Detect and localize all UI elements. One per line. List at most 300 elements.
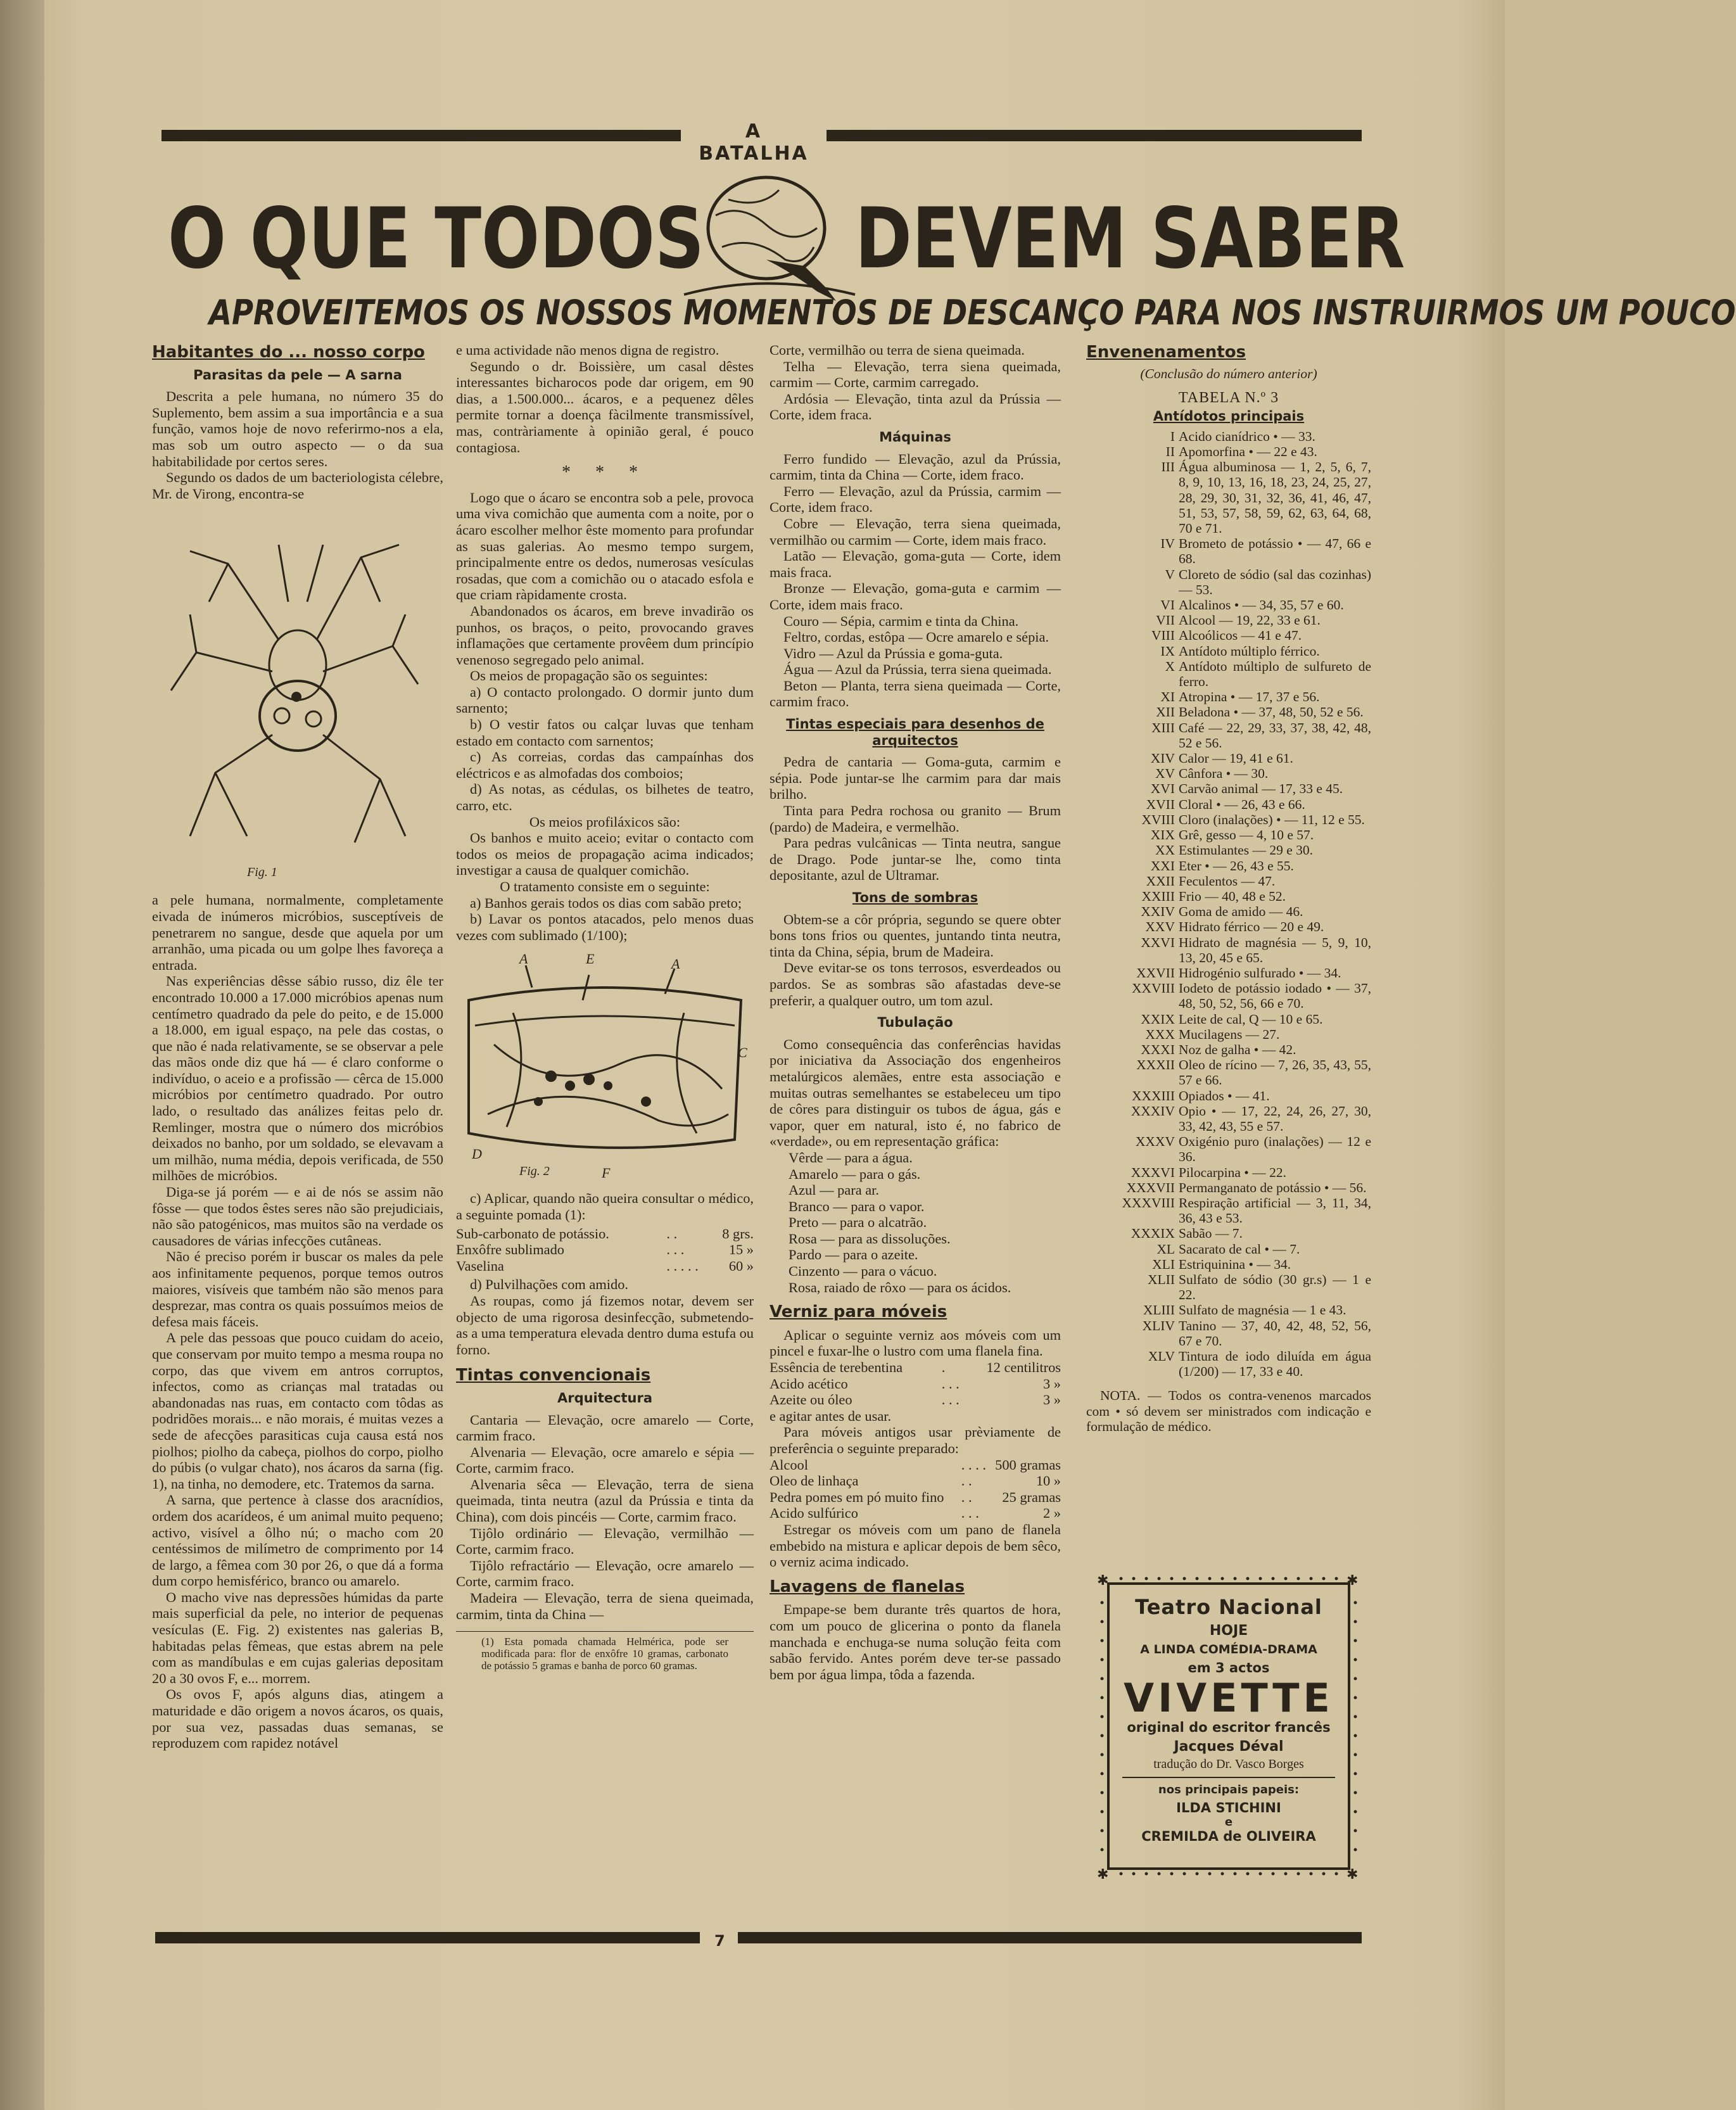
antidote-row — [1086, 1257, 1371, 1272]
antidote-text: Sabão — 7. — [1179, 1226, 1243, 1242]
pipe-color-item: Pardo — para o azeite. — [789, 1247, 918, 1263]
antidote-row — [1086, 889, 1371, 904]
mite-drawing-icon — [152, 507, 443, 887]
col1-paragraph: Os ovos F, após alguns dias, atingem a maturidade e dão origem a novos ácaros, os quais, por sua vez, passadas duas semanas, se reproduzem com rapidez notável — [152, 1686, 443, 1751]
antidote-row — [1086, 1012, 1371, 1027]
antidote-numeral: VI — [1160, 597, 1175, 613]
antidote-text: Opio • — 17, 22, 24, 26, 27, 30, 33, 42, 43, 55 e 57. — [1179, 1103, 1371, 1134]
recipe-row — [456, 1242, 754, 1258]
recipe-qty: 3 » — [1043, 1392, 1061, 1408]
antidote-row — [1086, 1226, 1371, 1241]
antidote-numeral: XXXVIII — [1122, 1195, 1175, 1211]
antidote-text: Antídoto múltiplo de sulfureto de ferro. — [1179, 658, 1371, 690]
theatre-and: e — [1224, 1815, 1233, 1829]
antidote-row — [1086, 1088, 1371, 1103]
col3-paragraph: Corte, vermilhão ou terra de siena queimada. — [770, 342, 1025, 358]
recipe-dots: . . — [961, 1489, 972, 1505]
special-ink-entry: Pedra de cantaria — Goma-guta, carmim e sépia. Pode juntar-se lhe carmim para dar mais brilho. — [770, 754, 1061, 803]
antidote-numeral: VIII — [1151, 628, 1175, 644]
antidote-numeral: XVIII — [1141, 811, 1175, 827]
antidote-row — [1086, 1318, 1371, 1349]
antidote-text: Cloral • — 26, 43 e 66. — [1179, 796, 1305, 812]
headline-right: DEVEM SABER — [855, 190, 1405, 288]
recipe-row — [456, 1226, 754, 1242]
col3-paragraph: Para móveis antigos usar prèviamente de preferência o seguinte preparado: — [770, 1424, 1061, 1456]
col3-paragraph: Obtem-se a côr própria, segundo se quere obter bons tons frios ou quentes, juntando tinta neutra, tinta da China, sépia, brum de Madeira. — [770, 911, 1061, 960]
antidote-row — [1086, 459, 1371, 536]
col1-paragraph: A pele das pessoas que pouco cuidam do aceio, que conservam por muito tempo a mesma roupa no corpo, das que vivem em antros corruptos, infectos, como as crianças mal tratadas ou abandonadas nas ruas, em contacto com tôdas as podridões morais... e não morais, é muitas vezes a sede de afecções parasiticas cuja causa está nos piolhos; piolho da cabeça, piolhos do corpo, piolho do púbis (o vulgar chato), nos ácaros da sarna (fig. 1), na tinha, no demodere, etc. Tratemos da sarna. — [152, 1330, 443, 1492]
antidote-text: Atropina • — 17, 37 e 56. — [1179, 689, 1320, 705]
theatre-today: HOJE — [1209, 1623, 1248, 1639]
antidote-text: Cânfora • — 30. — [1179, 766, 1269, 782]
antidote-row — [1086, 720, 1371, 751]
antidote-text: Grê, gesso — 4, 10 e 57. — [1179, 827, 1314, 843]
antidote-text: Cloro (inalações) • — 11, 12 e 55. — [1179, 811, 1365, 827]
recipe-dots: . — [941, 1359, 946, 1376]
propagation-item: b) O vestir fatos ou calçar luvas que tenham estado em contacto com sarnentos; — [456, 716, 754, 749]
antidote-text: Feculentos — 47. — [1179, 873, 1276, 889]
antidote-row — [1086, 1302, 1371, 1318]
col1-paragraph: a pele humana, normalmente, completamente eivada de inúmeros micróbios, susceptíveis de penetrarem no sangue, desde que aquela por um arranhão, uma picada ou um golpe lhes favoreça a entrada. — [152, 892, 443, 973]
subheadline: APROVEITEMOS OS NOSSOS MOMENTOS DE DESCANÇO PARA NOS INSTRUIRMOS UM POUCO — [209, 293, 1736, 333]
col3-paragraph: e agitar antes de usar. — [770, 1408, 892, 1424]
antidote-text: Hidrato de magnésia — 5, 9, 10, 13, 20, 45 e 65. — [1179, 934, 1371, 965]
antidote-numeral: XXXII — [1136, 1057, 1175, 1073]
antidote-text: Oxigénio puro (inalações) — 12 e 36. — [1179, 1134, 1371, 1165]
antidote-row — [1086, 827, 1371, 842]
antidote-text: Sulfato de sódio (30 gr.s) — 1 e 22. — [1179, 1271, 1371, 1303]
antidote-numeral: XLII — [1148, 1271, 1175, 1287]
recipe-dots: . . . — [961, 1505, 979, 1522]
section-title-lavagens: Lavagens de flanelas — [770, 1577, 965, 1596]
antidote-text: Iodeto de potássio iodado • — 37, 48, 50, 52, 56, 66 e 70. — [1179, 981, 1371, 1012]
recipe-row — [770, 1376, 1061, 1392]
svg-text:✱: ✱ — [1097, 1867, 1109, 1883]
antidote-numeral: XXV — [1145, 919, 1175, 935]
svg-text:A: A — [671, 956, 680, 972]
antidote-row — [1086, 567, 1371, 597]
antidote-row — [1086, 1027, 1371, 1042]
col3-paragraph: Aplicar o seguinte verniz aos móveis com um pincel e fuxar-lhe o lustro com uma flanela fina. — [770, 1326, 1061, 1359]
antidote-row — [1086, 644, 1371, 659]
pipe-color-item: Rosa — para as dissoluções. — [789, 1230, 951, 1247]
theatre-play-title: VIVETTE — [1124, 1675, 1334, 1721]
machine-entry: Água — Azul da Prússia, terra siena queimada. — [783, 661, 1052, 678]
antidote-row — [1086, 751, 1371, 766]
antidote-row — [1086, 1057, 1371, 1088]
antidote-row — [1086, 1103, 1371, 1134]
paint-entry: Tijôlo refractário — Elevação, ocre amarelo — Corte, carmim fraco. — [456, 1557, 754, 1590]
recipe-row — [770, 1457, 1061, 1473]
atlas-globe-illustration — [671, 165, 861, 310]
antidote-numeral: XLIII — [1143, 1302, 1175, 1318]
antidote-numeral: XIII — [1151, 720, 1175, 735]
antidote-text: Carvão animal — 17, 33 e 45. — [1179, 781, 1343, 797]
antidote-numeral: XV — [1155, 766, 1175, 782]
antidote-numeral: XXXIV — [1131, 1103, 1175, 1119]
figure-1-caption: Fig. 1 — [247, 865, 277, 880]
treatment-item: b) Lavar os pontos atacados, pelo menos duas vezes com sublimado (1/100); — [456, 911, 754, 943]
antidote-numeral: XXI — [1150, 858, 1175, 874]
svg-text:D: D — [472, 1146, 482, 1162]
col2-paragraph: Logo que o ácaro se encontra sob a pele, provoca uma viva comichão que aumenta com a noite, por o ácaro escolher melhor êste momento para profundar as suas galerias. Ao mesmo tempo surgem, principalmente entre os dedos, numerosas vesículas rosadas, que com a comichão ou o atacado esfola e que criam ràpidamente crosta. — [456, 489, 754, 603]
subtitle-tintas-especiais: Tintas especiais para desenhos de arquitectos — [786, 716, 1044, 748]
pipe-color-item: Rosa, raiado de rôxo — para os ácidos. — [789, 1279, 1011, 1295]
col1-paragraph: O macho vive nas depressões húmidas da parte mais superficial da pele, no interior de pequenas vesículas (E. Fig. 2) existentes nas galerias B, habitadas pelas fêmeas, que estas abrem na pele com as mandíbulas e em cujas galerias depositam 20 a 30 ovos F, e... morrem. — [152, 1589, 443, 1686]
figure-2-caption: Fig. 2 — [519, 1164, 550, 1179]
antidote-text: Tanino — 37, 40, 42, 48, 52, 56, 67 e 70. — [1179, 1318, 1371, 1349]
pipe-color-item: Cinzento — para o vácuo. — [789, 1263, 937, 1280]
page-gutter — [0, 0, 44, 2110]
col1-paragraph: A sarna, que pertence à classe dos aracnídios, ordem dos acarídeos, é um animal muito pequeno; activo, visível a ôlho nú; o macho com 20 centéssimos de milímetro de comprimento por 14 de largo, a fêmea com 30 por 26, o que dá a forma dum corpo hemisférico, branco ou amarelo. — [152, 1492, 443, 1589]
theatre-divider — [1122, 1777, 1335, 1778]
recipe-qty: 3 » — [1043, 1375, 1061, 1392]
theatre-actor-2: CREMILDA de OLIVEIRA — [1141, 1829, 1316, 1844]
antidote-numeral: XII — [1156, 704, 1175, 720]
recipe-dots: . . — [961, 1473, 972, 1489]
paint-entry: Ardósia — Elevação, tinta azul da Prússia — Corte, idem fraca. — [770, 390, 1061, 423]
recipe-qty: 500 gramas — [995, 1456, 1061, 1473]
recipe-name: Acido acético — [770, 1375, 848, 1392]
special-ink-entry: Para pedras vulcânicas — Tinta neutra, sangue de Drago. Pode juntar-se lhe, como tinta depositante, azul de Ultramar. — [770, 835, 1061, 884]
svg-text:✱: ✱ — [1346, 1573, 1359, 1589]
antidote-row — [1086, 766, 1371, 781]
recipe-row — [770, 1392, 1061, 1408]
machine-entry: Beton — Planta, terra siena queimada — Corte, carmim fraco. — [770, 677, 1061, 710]
machine-entry: Vidro — Azul da Prússia e goma-guta. — [783, 645, 1003, 661]
antidote-row — [1086, 874, 1371, 889]
recipe-name: Enxôfre sublimado — [456, 1242, 565, 1258]
antidote-numeral: XXXVI — [1131, 1164, 1175, 1180]
antidote-row — [1086, 981, 1371, 1011]
antidote-numeral: III — [1161, 459, 1175, 475]
paint-entry: Tijôlo ordinário — Elevação, vermilhão — Corte, carmim fraco. — [456, 1525, 754, 1558]
paint-entry: Cantaria — Elevação, ocre amarelo — Corte, carmim fraco. — [456, 1411, 754, 1444]
antidote-row — [1086, 965, 1371, 981]
col1-paragraph: Segundo os dados de um bacteriologista célebre, Mr. de Virong, encontra-se — [152, 469, 443, 502]
antidote-row — [1086, 597, 1371, 613]
theatre-author: Jacques Déval — [1174, 1739, 1284, 1755]
antidote-row — [1086, 904, 1371, 919]
recipe-name: Alcool — [770, 1456, 808, 1473]
antidote-text: Tintura de iodo diluída em água (1/200) — 17, 33 e 40. — [1179, 1349, 1371, 1380]
col1-paragraph: Descrita a pele humana, no número 35 do Suplemento, bem assim a sua importância e a sua função, vamos hoje de novo referirmo-nos a ela, mas sob um outro aspecto — o da sua habitabilidade por certos seres. — [152, 388, 443, 469]
recipe-dots: . . . . . — [666, 1257, 699, 1274]
antidote-text: Alcool — 19, 22, 33 e 61. — [1179, 613, 1321, 628]
antidote-row — [1086, 781, 1371, 796]
antidote-row — [1086, 919, 1371, 934]
antidote-numeral: XXIII — [1141, 888, 1175, 904]
recipe-name: Acido sulfúrico — [770, 1505, 858, 1522]
antidote-numeral: XXVI — [1141, 934, 1175, 950]
pipe-color-item: Preto — para o alcatrão. — [789, 1214, 927, 1231]
page-number: 7 — [714, 1932, 725, 1950]
antidote-numeral: II — [1165, 444, 1175, 460]
section-title-tintas: Tintas convencionais — [456, 1366, 651, 1385]
antidote-numeral: XXXV — [1135, 1134, 1175, 1150]
antidote-row — [1086, 536, 1371, 566]
masthead-rule-left — [162, 130, 681, 141]
recipe-qty: 8 grs. — [722, 1225, 754, 1242]
antidote-text: Antídoto múltiplo férrico. — [1179, 643, 1320, 659]
skin-galleries-drawing-icon — [456, 950, 754, 1184]
antidote-numeral: XL — [1156, 1241, 1175, 1257]
recipe-row — [770, 1473, 1061, 1489]
column-2 — [456, 342, 754, 1672]
section-title-verniz: Verniz para móveis — [770, 1302, 947, 1322]
recipe-qty: 2 » — [1043, 1505, 1061, 1522]
footer-rule-right — [738, 1932, 1362, 1943]
column-1 — [152, 342, 443, 1751]
antidote-numeral: I — [1170, 428, 1175, 444]
svg-text:✱: ✱ — [1097, 1573, 1109, 1589]
subtitle-tons: Tons de sombras — [852, 890, 979, 905]
section-title-envenenamentos: Envenenamentos — [1086, 343, 1246, 362]
machine-entry: Ferro fundido — Elevação, azul da Prússia, carmim, tinta da China — Corte, idem fraco. — [770, 450, 1061, 483]
antidote-text: Estimulantes — 29 e 30. — [1179, 842, 1313, 858]
recipe-dots: . . . — [941, 1375, 960, 1392]
antidote-row — [1086, 613, 1371, 628]
ointment-recipe-table — [456, 1226, 754, 1274]
antidote-text: Cloreto de sódio (sal das cozinhas) — 53. — [1179, 566, 1371, 597]
col2-paragraph: Abandonados os ácaros, em breve invadirão os punhos, os braços, o peito, provocando graves inflamações que certamente provêem dum princípio venenoso segregado pelo animal. — [456, 602, 754, 668]
recipe-qty: 12 centilitros — [986, 1359, 1061, 1376]
antidote-numeral: XXXIX — [1131, 1226, 1175, 1242]
pipe-color-item: Azul — para ar. — [789, 1182, 879, 1198]
antidote-row — [1086, 704, 1371, 720]
antidote-text: Opiados • — 41. — [1179, 1088, 1270, 1103]
col2-paragraph: e uma actividade não menos digna de registro. — [456, 342, 719, 358]
antidote-row — [1086, 1349, 1371, 1379]
antidote-text: Noz de galha • — 42. — [1179, 1041, 1296, 1057]
table-title: TABELA N.º 3 — [1178, 390, 1279, 407]
subtitle-parasitas: Parasitas da pele — A sarna — [193, 367, 402, 383]
antidote-row — [1086, 628, 1371, 643]
paint-entry: Alvenaria sêca — Elevação, terra de siena queimada, tinta neutra (azul da Prússia e tinta da China), com dois pincéis — Corte, carmim fraco. — [456, 1476, 754, 1525]
paint-entry: Alvenaria — Elevação, ocre amarelo e sépia — Corte, carmim fraco. — [456, 1444, 754, 1477]
propagation-item: a) O contacto prolongado. O dormir junto dum sarnento; — [456, 683, 754, 716]
treatment-item: c) Aplicar, quando não queira consultar o médico, a seguinte pomada (1): — [456, 1190, 754, 1223]
recipe-dots: . . . — [941, 1392, 960, 1408]
antidote-numeral: XI — [1160, 689, 1175, 705]
recipe-qty: 15 » — [728, 1242, 754, 1258]
subtitle-arquitectura: Arquitectura — [557, 1390, 653, 1406]
pipe-color-item: Amarelo — para o gás. — [789, 1166, 921, 1182]
antidote-numeral: XXVII — [1136, 965, 1175, 981]
antidote-row — [1086, 429, 1371, 444]
special-ink-entry: Tinta para Pedra rochosa ou granito — Brum (pardo) de Madeira, e vermelhão. — [770, 803, 1061, 835]
varnish-recipe-table — [770, 1359, 1061, 1408]
theatre-origin: original do escritor francês — [1127, 1720, 1331, 1735]
pipe-color-item: Branco — para o vapor. — [789, 1198, 925, 1214]
antidote-numeral: XXXVII — [1126, 1179, 1175, 1195]
antidote-text: Apomorfina • — 22 e 43. — [1179, 444, 1317, 460]
antidote-numeral: XVII — [1146, 796, 1175, 812]
antidote-numeral: XXIV — [1141, 904, 1175, 920]
subtitle-maquinas: Máquinas — [879, 429, 951, 445]
antidote-text: Alcalinos • — 34, 35, 57 e 60. — [1179, 597, 1344, 613]
subtitle-antidotos: Antídotos principais — [1153, 408, 1305, 424]
propagation-item: d) As notas, as cédulas, os bilhetes de teatro, carro, etc. — [456, 781, 754, 814]
headline-left: O QUE TODOS — [168, 190, 704, 288]
col2-paragraph: Os meios de propagação são os seguintes: — [470, 668, 708, 684]
antidote-row — [1086, 935, 1371, 965]
recipe-row — [770, 1489, 1061, 1506]
antidote-text: Leite de cal, Q — 10 e 65. — [1179, 1011, 1323, 1027]
antidote-numeral: XXVIII — [1131, 981, 1175, 996]
section-stars: * * * — [562, 462, 648, 483]
antidote-text: Sacarato de cal • — 7. — [1179, 1241, 1300, 1257]
antidote-text: Hidrogénio sulfurado • — 34. — [1179, 965, 1341, 981]
antidote-numeral: XXXIII — [1131, 1088, 1175, 1103]
recipe-dots: . . . — [666, 1242, 685, 1258]
subtitle-tubulacao: Tubulação — [877, 1015, 953, 1031]
col2-paragraph: O tratamento consiste em o seguinte: — [500, 879, 710, 894]
antidote-row — [1086, 689, 1371, 704]
col1-paragraph: Nas experiências dêsse sábio russo, diz êle ter encontrado 10.000 a 17.000 micróbios apenas num centímetro quadrado da pele do peito, e de 15.000 a 18.000, em igual espaço, na pele das costas, o que não é nada relativamente, se se observar a pele das mãos onde diz que há — é claro conforme o indivíduo, o aceio e a profissão — cêrca de 15.000 micróbios por centímetro quadrado. Por outro lado, o resultado das análizes feitas pelo dr. Remlinger, mostra que o número dos micróbios deixados no banho, por um soldado, se elevavam a um milhão, numa média, depois verificada, de 550 milhões de micróbios. — [152, 973, 443, 1184]
svg-text:C: C — [738, 1045, 747, 1061]
treatment-item: a) Banhos gerais todos os dias com sabão preto; — [470, 894, 742, 911]
antidote-numeral: IV — [1160, 536, 1175, 552]
masthead-rule-right — [827, 130, 1362, 141]
col3-paragraph: Estregar os móveis com um pano de flanela embebido na mistura e aplicar depois de bem sêco, o verniz acima indicado. — [770, 1521, 1061, 1570]
antidote-numeral: XXX — [1145, 1026, 1175, 1042]
paint-entry: Madeira — Elevação, terra de siena queimada, carmim, tinta da China — — [456, 1590, 754, 1622]
treatment-item: d) Pulvilhações com amido. — [470, 1276, 628, 1293]
antidote-text: Sulfato de magnésia — 1 e 43. — [1179, 1302, 1346, 1318]
antidote-text: Pilocarpina • — 22. — [1179, 1164, 1286, 1180]
recipe-row — [456, 1258, 754, 1274]
machine-entry: Cobre — Elevação, terra siena queimada, vermilhão ou carmim — Corte, idem mais fraco. — [770, 515, 1061, 548]
recipe-row — [770, 1505, 1061, 1522]
note: NOTA. — Todos os contra-venenos marcados com • só devem ser ministrados com indicação e formulação de médico. — [1086, 1388, 1371, 1434]
antidote-numeral: XXII — [1146, 873, 1175, 889]
recipe-name: Pedra pomes em pó muito fino — [770, 1489, 944, 1505]
theatre-acts: em 3 actos — [1188, 1660, 1270, 1675]
svg-text:E: E — [586, 951, 595, 967]
theatre-advert — [1096, 1571, 1362, 1881]
pipe-color-item: Vêrde — para a água. — [789, 1149, 913, 1166]
antidote-text: Brometo de potássio • — 47, 66 e 68. — [1179, 536, 1371, 567]
theatre-title: Teatro Nacional — [1135, 1595, 1322, 1619]
theatre-genre: A LINDA COMÉDIA-DRAMA — [1140, 1643, 1317, 1656]
machine-entry: Latão — Elevação, goma-guta — Corte, idem mais fraca. — [770, 548, 1061, 580]
figure-2-skin-galleries — [456, 950, 754, 1184]
col3-paragraph: Como consequência das conferências havidas por iniciativa da Associação dos engenheiros metalúrgicos alemães, entre esta associação e muitas outras semelhantes se estabeleceu um tipo de côres para distinguir os tubos de água, gás e vapor, quer em natural, isto é, no fabrico de «verdade», ou em representação gráfica: — [770, 1036, 1061, 1150]
pipe-colors-list — [770, 1150, 1061, 1295]
antidote-numeral: XIX — [1150, 827, 1175, 843]
antidote-row — [1086, 444, 1371, 459]
machine-entry: Feltro, cordas, estôpa — Ocre amarelo e sépia. — [783, 629, 1049, 645]
recipe-row — [770, 1359, 1061, 1376]
antidote-row — [1086, 1195, 1371, 1226]
antidote-row — [1086, 1272, 1371, 1302]
antidote-text: Frio — 40, 48 e 52. — [1179, 888, 1286, 904]
subtitle-conclusao: (Conclusão do número anterior) — [1140, 366, 1317, 382]
recipe-dots: . . . . — [961, 1456, 986, 1473]
recipe-qty: 60 » — [728, 1257, 754, 1274]
antidote-row — [1086, 1165, 1371, 1180]
antidote-text: Mucilagens — 27. — [1179, 1026, 1280, 1042]
column-4 — [1086, 342, 1371, 1434]
masthead: A BATALHA — [699, 120, 809, 165]
antidote-row — [1086, 1180, 1371, 1195]
machine-entry: Ferro — Elevação, azul da Prússia, carmim — Corte, idem fraco. — [770, 483, 1061, 516]
footnote: (1) Esta pomada chamada Helmérica, pode ser modificada para: flor de enxôfre 10 gramas, carbonato de potássio 5 gramas e banha de porco 60 gramas. — [456, 1631, 754, 1672]
antidote-numeral: XXIX — [1141, 1011, 1175, 1027]
antidote-numeral: X — [1165, 658, 1175, 674]
recipe-name: Vaselina — [456, 1257, 504, 1274]
col3-paragraph: Deve evitar-se os tons terrosos, esverdeados ou pardos. Se as sombras são afastadas deve-se preferir, a qualquer outro, um tom azul. — [770, 960, 1061, 1008]
antidote-row — [1086, 659, 1371, 689]
antidote-text: Estriquinina • — 34. — [1179, 1256, 1291, 1272]
antidote-numeral: VII — [1156, 613, 1175, 628]
antidote-text: Calor — 19, 41 e 61. — [1179, 751, 1293, 766]
antidote-numeral: IX — [1160, 643, 1175, 659]
antidote-row — [1086, 1242, 1371, 1257]
antidote-numeral: XX — [1155, 842, 1175, 858]
antidote-numeral: XLIV — [1142, 1318, 1175, 1333]
antidote-text: Respiração artificial — 3, 11, 34, 36, 43 e 53. — [1179, 1195, 1371, 1226]
antique-varnish-table — [770, 1457, 1061, 1522]
recipe-qty: 10 » — [1036, 1473, 1061, 1489]
svg-text:✱: ✱ — [1346, 1867, 1359, 1883]
antidote-row — [1086, 858, 1371, 874]
antidote-row — [1086, 1042, 1371, 1057]
antidote-text: Beladona • — 37, 48, 50, 52 e 56. — [1179, 704, 1364, 720]
antidote-text: Acido cianídrico • — 33. — [1179, 428, 1315, 444]
antidote-numeral: XLV — [1148, 1349, 1175, 1364]
antidote-row — [1086, 812, 1371, 827]
antidote-numeral: XXXI — [1141, 1041, 1175, 1057]
antidote-text: Oleo de rícino — 7, 26, 35, 43, 55, 57 e 66. — [1179, 1057, 1371, 1088]
recipe-qty: 25 gramas — [1002, 1489, 1061, 1505]
antidote-text: Eter • — 26, 43 e 55. — [1179, 858, 1294, 874]
antidote-numeral: XLI — [1152, 1256, 1175, 1272]
antidote-text: Água albuminosa — 1, 2, 5, 6, 7, 8, 9, 10, 13, 16, 18, 23, 24, 25, 27, 28, 29, 30, 31, 32, 36, 41, 46, 47, 51, 53, 57, 58, 59, 62, 63, 64, 68, 70 e 71. — [1179, 459, 1371, 537]
column-3 — [770, 342, 1061, 1682]
antidote-row — [1086, 1134, 1371, 1164]
antidote-row — [1086, 842, 1371, 858]
footer-rule-left — [155, 1932, 700, 1943]
svg-text:A: A — [519, 951, 528, 967]
col2-paragraph: Segundo o dr. Boissière, um casal dêstes interessantes bicharocos pode dar origem, em 90 dias, a 1.500.000... ácaros, e a pequenez dêles permite tornar a doença fàcilmente transmissível, mas, contràriamente à opinião geral, é pouco contagiosa. — [456, 358, 754, 455]
propagation-item: c) As correias, cordas das campaínhas dos eléctricos e as almofadas dos comboios; — [456, 749, 754, 781]
col2-paragraph: As roupas, como já fizemos notar, devem ser objecto de uma rigorosa desinfecção, submetendo-as a uma temperatura elevada dentro duma estufa ou forno. — [456, 1292, 754, 1357]
section-title-habitantes: Habitantes do ... nosso corpo — [152, 343, 425, 362]
antidote-text: Goma de amido — 46. — [1179, 904, 1303, 920]
recipe-name: Azeite ou óleo — [770, 1392, 852, 1408]
theatre-cast-intro: nos principais papeis: — [1158, 1783, 1300, 1796]
machine-entry: Couro — Sépia, carmim e tinta da China. — [783, 613, 1019, 629]
col1-paragraph: Não é preciso porém ir buscar os males da pele aos infinitamente pequenos, porque temos outros maiores, visíveis que também não são menos para desprezar, mas contra os quais possuímos meios de defesa mais fáceis. — [152, 1249, 443, 1330]
col1-paragraph: Diga-se já porém — e ai de nós se assim não fôsse — que todos êstes seres não são prejudiciais, não são patogénicos, mas muitos são na verdade os causadores de várias infecções cutâneas. — [152, 1184, 443, 1249]
recipe-dots: . . — [666, 1225, 678, 1242]
svg-text:F: F — [602, 1165, 611, 1181]
antidote-text: Hidrato férrico — 20 e 49. — [1179, 919, 1324, 935]
paint-entry: Telha — Elevação, terra siena queimada, carmim — Corte, carmim carregado. — [770, 358, 1061, 391]
antidote-text: Permanganato de potássio • — 56. — [1179, 1179, 1367, 1195]
antidote-text: Café — 22, 29, 33, 37, 38, 42, 48, 52 e 56. — [1179, 720, 1371, 751]
figure-1-mite — [152, 507, 443, 887]
recipe-name: Sub-carbonato de potássio. — [456, 1225, 609, 1242]
recipe-name: Oleo de linhaça — [770, 1473, 859, 1489]
theatre-actor-1: ILDA STICHINI — [1176, 1800, 1281, 1815]
antidote-numeral: XIV — [1150, 751, 1175, 766]
col3-paragraph: Empape-se bem durante três quartos de hora, com um pouco de glicerina o ponto da flanela manchada e enchuga-se numa solução feita com sabão fervido. Antes porém deve ter-se passado bem por água limpa, tôda a fazenda. — [770, 1601, 1061, 1682]
antidote-numeral: V — [1165, 566, 1175, 582]
col2-paragraph: Os meios profiláxicos são: — [529, 813, 681, 830]
